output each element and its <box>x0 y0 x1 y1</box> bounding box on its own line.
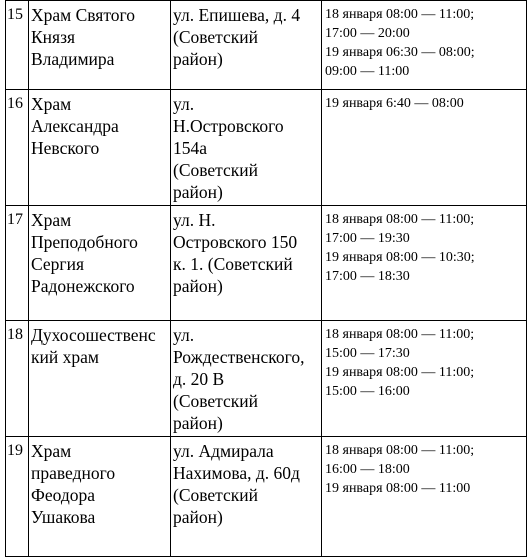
address-line: район) <box>173 49 223 69</box>
schedule-line: 18 января 08:00 — 11:00; <box>325 7 475 22</box>
church-name <box>29 206 171 321</box>
schedule-line: 19 января 08:00 — 11:00; <box>325 365 475 380</box>
table-row <box>6 437 527 557</box>
address-line: ул. <box>173 325 195 345</box>
address-line: Н.Островского <box>173 116 284 136</box>
service-schedule <box>322 206 527 321</box>
church-name-line: Сергия <box>31 254 84 274</box>
schedule-line: 16:00 — 18:00 <box>325 462 410 477</box>
row-number: 15 <box>6 1 29 90</box>
schedule-table-body <box>6 1 527 557</box>
service-schedule <box>322 321 527 437</box>
church-name-line: Невского <box>31 138 100 158</box>
church-address <box>171 1 322 90</box>
church-name <box>29 1 171 90</box>
schedule-line: 19 января 06:30 — 08:00; <box>325 45 475 60</box>
address-line: к. 1. (Советский <box>173 254 293 274</box>
row-number: 16 <box>6 90 29 206</box>
church-name-line: праведного <box>31 463 116 483</box>
church-name <box>29 321 171 437</box>
address-line: ул. Н. <box>173 210 216 230</box>
church-name-line: Преподобного <box>31 232 138 252</box>
row-number: 18 <box>6 321 29 437</box>
church-address <box>171 90 322 206</box>
church-address <box>171 437 322 557</box>
schedule-line: 19 января 08:00 — 10:30; <box>325 250 475 265</box>
address-line: (Советский <box>173 27 259 47</box>
church-name <box>29 90 171 206</box>
church-name-line: Александра <box>31 116 119 136</box>
church-name-line: Храм <box>31 441 72 461</box>
schedule-line: 18 января 08:00 — 11:00; <box>325 443 475 458</box>
schedule-line: 15:00 — 17:30 <box>325 346 410 361</box>
address-line: ул. Епишева, д. 4 <box>173 5 301 25</box>
church-name <box>29 437 171 557</box>
schedule-line: 19 января 6:40 — 08:00 <box>325 96 464 111</box>
schedule-line: 09:00 — 11:00 <box>325 64 410 79</box>
schedule-line: 17:00 — 19:30 <box>325 231 410 246</box>
table-row <box>6 206 527 321</box>
schedule-line: 17:00 — 20:00 <box>325 26 410 41</box>
address-line: Нахимова, д. 60д <box>173 463 300 483</box>
service-schedule <box>322 1 527 90</box>
address-line: район) <box>173 507 223 527</box>
address-line: район) <box>173 276 223 296</box>
church-name-line: Духосошественс <box>31 325 156 345</box>
church-name-line: Владимира <box>31 49 115 69</box>
row-number: 19 <box>6 437 29 557</box>
schedule-line: 17:00 — 18:30 <box>325 269 410 284</box>
address-line: Островского 150 <box>173 232 298 252</box>
table-row <box>6 321 527 437</box>
church-name-line: кий храм <box>31 347 99 367</box>
schedule-table <box>5 0 527 557</box>
address-line: (Советский <box>173 160 259 180</box>
table-row <box>6 1 527 90</box>
address-line: (Советский <box>173 391 259 411</box>
address-line: Рождественского, <box>173 347 305 367</box>
address-line: ул. Адмирала <box>173 441 274 461</box>
address-line: ул. <box>173 94 195 114</box>
address-line: район) <box>173 182 223 202</box>
church-name-line: Феодора <box>31 485 96 505</box>
service-schedule <box>322 437 527 557</box>
schedule-line: 19 января 08:00 — 11:00 <box>325 481 471 496</box>
address-line: (Советский <box>173 485 259 505</box>
schedule-line: 18 января 08:00 — 11:00; <box>325 212 475 227</box>
church-name-line: Князя <box>31 27 76 47</box>
church-name-line: Ушакова <box>31 507 96 527</box>
schedule-line: 18 января 08:00 — 11:00; <box>325 327 475 342</box>
church-address <box>171 206 322 321</box>
address-line: д. 20 В <box>173 369 225 389</box>
address-line: 154а <box>173 138 208 158</box>
row-number: 17 <box>6 206 29 321</box>
address-line: район) <box>173 413 223 433</box>
schedule-line: 15:00 — 16:00 <box>325 384 410 399</box>
church-name-line: Храм <box>31 210 72 230</box>
church-name-line: Храм Святого <box>31 5 136 25</box>
church-name-line: Радонежского <box>31 276 135 296</box>
church-address <box>171 321 322 437</box>
table-row <box>6 90 527 206</box>
service-schedule <box>322 90 527 206</box>
church-name-line: Храм <box>31 94 72 114</box>
